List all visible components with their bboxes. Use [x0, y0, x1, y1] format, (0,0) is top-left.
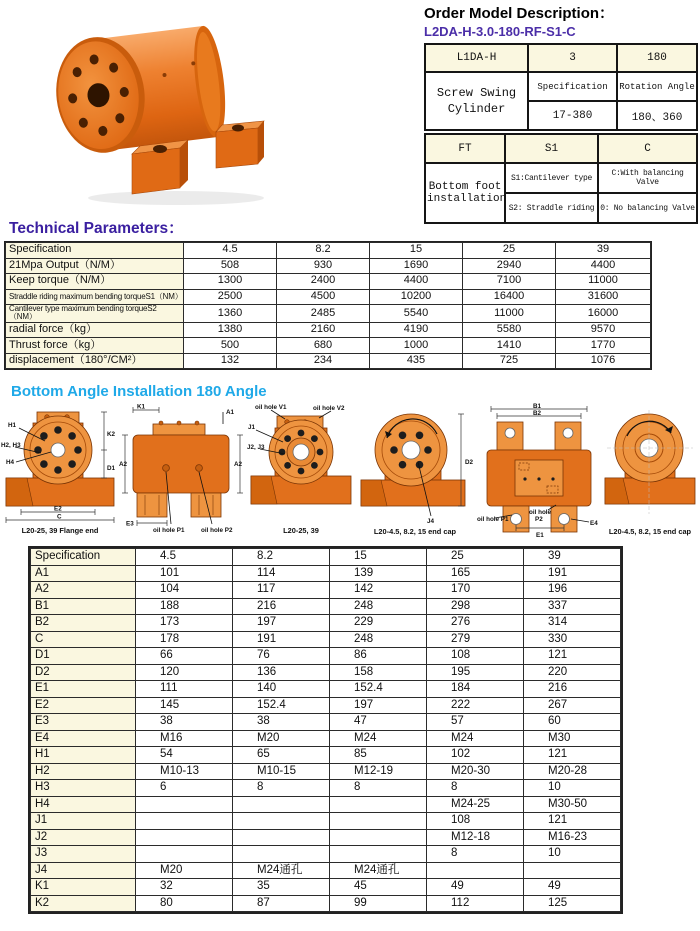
dims-row-label: E1: [31, 681, 136, 698]
dims-row-cell: M24通孔: [330, 862, 427, 879]
tech-params-title: Technical Parameters：: [9, 220, 184, 237]
label-oil-hole-p1-a: oil hole P1: [477, 516, 509, 524]
tech-row: [6, 274, 651, 290]
dims-row-cell: 32: [136, 879, 233, 896]
dims-row-label: H2: [31, 763, 136, 780]
dims-row-cell: 139: [330, 565, 427, 582]
tech-row-cell: 4500: [277, 289, 370, 305]
dims-row-cell: 136: [233, 664, 330, 681]
tech-row-cell: 508: [184, 258, 277, 274]
dims-row-cell: 49: [427, 879, 524, 896]
dims-row-label: H1: [31, 747, 136, 764]
tech-row-cell: 5580: [463, 322, 556, 338]
dims-row-cell: 8: [330, 780, 427, 797]
diagram-end-cap-front: [355, 402, 477, 540]
dims-row-cell: 57: [427, 714, 524, 731]
dims-row-cell: 38: [233, 714, 330, 731]
dims-row-cell: 121: [524, 813, 621, 830]
dims-row-cell: 99: [330, 895, 427, 912]
dims-row-cell: 66: [136, 648, 233, 665]
tech-row: [6, 289, 651, 305]
dims-row: [31, 879, 621, 896]
diagram-side-view-2: [477, 402, 601, 540]
label-c: C: [57, 513, 62, 521]
dims-row-cell: [330, 796, 427, 813]
dims-row: [31, 582, 621, 599]
angle-value-cell: 180、360: [617, 101, 697, 130]
tech-row-cell: 4400: [370, 274, 463, 290]
label-oil-hole-p2-b: P2: [535, 516, 543, 524]
dims-row-label: E2: [31, 697, 136, 714]
dims-header-value: 8.2: [233, 549, 330, 566]
s1-desc-cell: S1:Cantilever type: [505, 163, 598, 193]
o-desc-cell: 0: No balancing Valve: [598, 193, 697, 223]
dims-row-label: D1: [31, 648, 136, 665]
order-code-table-1: [424, 43, 698, 131]
dims-row-cell: 220: [524, 664, 621, 681]
dims-row-cell: M20: [233, 730, 330, 747]
label-h1: H1: [8, 422, 17, 430]
dims-row-cell: 191: [524, 565, 621, 582]
dims-row-cell: 8: [233, 780, 330, 797]
dimensions-header-row: [31, 549, 621, 566]
dims-row-cell: 173: [136, 615, 233, 632]
label-e2: E2: [54, 505, 62, 513]
dims-row-cell: 330: [524, 631, 621, 648]
dims-row: [31, 829, 621, 846]
dims-row-cell: 276: [427, 615, 524, 632]
tech-row-cell: 10200: [370, 289, 463, 305]
dims-row-cell: 87: [233, 895, 330, 912]
tech-params-table: [5, 242, 651, 369]
dims-row-label: K1: [31, 879, 136, 896]
tech-row-cell: 132: [184, 353, 277, 369]
label-e4: E4: [590, 520, 598, 528]
tech-row-cell: 1360: [184, 305, 277, 323]
dims-row-label: B1: [31, 598, 136, 615]
dims-row-label: H4: [31, 796, 136, 813]
dims-row: [31, 565, 621, 582]
dims-row-cell: 337: [524, 598, 621, 615]
tech-row-cell: 5540: [370, 305, 463, 323]
tech-row: [6, 338, 651, 354]
tech-row-cell: 725: [463, 353, 556, 369]
dims-row-cell: 6: [136, 780, 233, 797]
dims-row-label: C: [31, 631, 136, 648]
tech-row: [6, 305, 651, 323]
dims-row-cell: M24: [330, 730, 427, 747]
dims-row-cell: [233, 829, 330, 846]
tech-row-label: radial force（kg）: [6, 322, 184, 338]
dims-row-cell: 197: [233, 615, 330, 632]
dims-row-cell: 49: [524, 879, 621, 896]
tech-row-label: Straddle riding maximum bending torqueS1（NM）: [6, 289, 184, 305]
caption-end-cap-2: L20-4.5, 8.2, 15 end cap: [608, 527, 692, 537]
dims-row-cell: [136, 813, 233, 830]
label-a2-right: A2: [234, 461, 243, 469]
dims-row-label: A2: [31, 582, 136, 599]
dims-row-label: K2: [31, 895, 136, 912]
dims-row-cell: 120: [136, 664, 233, 681]
tech-row-cell: 16000: [556, 305, 651, 323]
dims-row-cell: 86: [330, 648, 427, 665]
caption-valve-end: L20-25, 39: [283, 526, 319, 536]
label-k1: K1: [137, 403, 146, 411]
swing-cylinder-image: [48, 4, 272, 210]
code-c: C: [598, 134, 697, 163]
dims-row-cell: 65: [233, 747, 330, 764]
caption-end-cap-front: L20-4.5, 8.2, 15 end cap: [373, 527, 457, 537]
install-cell: Bottom foot installation: [425, 163, 505, 223]
dims-row-cell: 121: [524, 747, 621, 764]
tech-header-value: 8.2: [277, 243, 370, 259]
dims-row-cell: 35: [233, 879, 330, 896]
dims-row-cell: 8: [427, 846, 524, 863]
dims-header-label: Specification: [31, 549, 136, 566]
dims-row: [31, 664, 621, 681]
label-k2: K2: [107, 431, 116, 439]
tech-row-cell: 1410: [463, 338, 556, 354]
label-d2: D2: [465, 459, 474, 467]
tech-row-cell: 2485: [277, 305, 370, 323]
dims-row-cell: 191: [233, 631, 330, 648]
dims-row-cell: 298: [427, 598, 524, 615]
dims-row-cell: 216: [233, 598, 330, 615]
dims-row-cell: 111: [136, 681, 233, 698]
dims-row-cell: 314: [524, 615, 621, 632]
product-photo: [48, 4, 272, 210]
dims-row-cell: [330, 829, 427, 846]
tech-row-cell: 1300: [184, 274, 277, 290]
label-h2-h3: H2, H3: [1, 442, 21, 450]
dims-row-cell: 216: [524, 681, 621, 698]
label-h4: H4: [6, 459, 15, 467]
dims-row-cell: 158: [330, 664, 427, 681]
dims-row-label: B2: [31, 615, 136, 632]
top-section: [0, 0, 700, 212]
tech-row-cell: 2400: [277, 274, 370, 290]
dims-row-cell: [427, 862, 524, 879]
dims-row-label: J4: [31, 862, 136, 879]
tech-row: [6, 258, 651, 274]
dims-row-cell: 85: [330, 747, 427, 764]
dims-row: [31, 681, 621, 698]
dims-row-cell: 152.4: [233, 697, 330, 714]
label-oil-hole-p2: oil hole P2: [201, 527, 233, 535]
dims-row-cell: 279: [427, 631, 524, 648]
spec-label-cell: Specification: [528, 72, 617, 101]
label-oil-hole-p1: oil hole P1: [153, 527, 185, 535]
dims-row-cell: 10: [524, 846, 621, 863]
dimensions-table: [30, 548, 621, 912]
tech-row-cell: 500: [184, 338, 277, 354]
dims-row-cell: 10: [524, 780, 621, 797]
dims-row-cell: M12-19: [330, 763, 427, 780]
dims-row-cell: [136, 796, 233, 813]
dims-header-value: 15: [330, 549, 427, 566]
tech-row-cell: 2940: [463, 258, 556, 274]
label-oil-hole-v1: oil hole V1: [255, 404, 287, 412]
tech-row-cell: 16400: [463, 289, 556, 305]
dims-row-cell: M20-28: [524, 763, 621, 780]
dims-row-cell: 108: [427, 813, 524, 830]
dims-row-cell: 121: [524, 648, 621, 665]
dims-row: [31, 747, 621, 764]
dims-row-cell: M30: [524, 730, 621, 747]
diagram-valve-end: [247, 402, 355, 540]
dims-row-cell: 142: [330, 582, 427, 599]
diagram-strip: [0, 402, 700, 542]
dims-row-cell: 47: [330, 714, 427, 731]
dims-row: [31, 730, 621, 747]
s2-desc-cell: S2: Straddle riding: [505, 193, 598, 223]
dims-row-cell: 145: [136, 697, 233, 714]
tech-row-label: Cantilever type maximum bending torqueS2（NM）: [6, 305, 184, 323]
label-j4: J4: [427, 518, 435, 526]
tech-row: [6, 322, 651, 338]
installation-title: Bottom Angle Installation 180 Angle: [11, 383, 267, 401]
dims-row-cell: 184: [427, 681, 524, 698]
tech-row: [6, 353, 651, 369]
dims-row-cell: 229: [330, 615, 427, 632]
order-code-table-2: [424, 133, 698, 224]
angle-label-cell: Rotation Angle: [617, 72, 697, 101]
dims-row-cell: 102: [427, 747, 524, 764]
dims-row: [31, 895, 621, 912]
diagram-side-view: [119, 402, 247, 540]
tech-row-cell: 2500: [184, 289, 277, 305]
dims-row-cell: 60: [524, 714, 621, 731]
tech-row-cell: 11000: [556, 274, 651, 290]
product-name-cell: Screw Swing Cylinder: [425, 72, 528, 130]
dims-row-cell: 197: [330, 697, 427, 714]
label-j2-j3: J2, J3: [247, 444, 265, 452]
caption-flange-end: L20-25, 39 Flange end: [21, 526, 99, 536]
tech-header-label: Specification: [6, 243, 184, 259]
dims-header-value: 4.5: [136, 549, 233, 566]
order-model-section: [424, 2, 696, 224]
dims-row: [31, 615, 621, 632]
diagram-flange-end: [1, 402, 119, 540]
dims-row-cell: 108: [427, 648, 524, 665]
code-spec: 3: [528, 44, 617, 72]
dims-row-label: J3: [31, 846, 136, 863]
model-code: L2DA-H-3.0-180-RF-S1-C: [424, 24, 576, 39]
dims-row-cell: 140: [233, 681, 330, 698]
dims-row-cell: 114: [233, 565, 330, 582]
dims-row-cell: [330, 813, 427, 830]
tech-row-cell: 680: [277, 338, 370, 354]
dims-row-cell: 104: [136, 582, 233, 599]
spec-range-cell: 17-380: [528, 101, 617, 130]
code-angle: 180: [617, 44, 697, 72]
tech-header-value: 4.5: [184, 243, 277, 259]
dims-row-cell: M10-15: [233, 763, 330, 780]
label-e3: E3: [126, 520, 134, 528]
tech-row-label: Thrust force（kg）: [6, 338, 184, 354]
tech-row-cell: 4400: [556, 258, 651, 274]
label-d1: D1: [107, 465, 116, 473]
label-oil-hole-v2: oil hole V2: [313, 405, 345, 413]
dims-row-cell: 222: [427, 697, 524, 714]
label-a2-left: A2: [119, 461, 128, 469]
dims-row-label: E3: [31, 714, 136, 731]
tech-row-cell: 7100: [463, 274, 556, 290]
tech-row-cell: 930: [277, 258, 370, 274]
dims-row-cell: 54: [136, 747, 233, 764]
dims-row-cell: M12-18: [427, 829, 524, 846]
order-model-title: Order Model Description：: [424, 5, 615, 22]
dims-row-cell: 267: [524, 697, 621, 714]
tech-row-cell: 9570: [556, 322, 651, 338]
dims-row-cell: 188: [136, 598, 233, 615]
dims-row-cell: 165: [427, 565, 524, 582]
dims-row: [31, 648, 621, 665]
label-a1: A1: [226, 409, 235, 417]
dims-row-cell: 101: [136, 565, 233, 582]
tech-header-value: 39: [556, 243, 651, 259]
label-j1: J1: [248, 424, 256, 432]
tech-row-cell: 1076: [556, 353, 651, 369]
tech-row-cell: 1000: [370, 338, 463, 354]
label-b2: B2: [533, 410, 542, 418]
dims-row-label: J1: [31, 813, 136, 830]
tech-row-cell: 31600: [556, 289, 651, 305]
dims-row-cell: 170: [427, 582, 524, 599]
dims-row-cell: M30-50: [524, 796, 621, 813]
dims-row-cell: M20-30: [427, 763, 524, 780]
tech-header-value: 25: [463, 243, 556, 259]
dims-row: [31, 846, 621, 863]
tech-row-cell: 2160: [277, 322, 370, 338]
dims-row-cell: [233, 796, 330, 813]
dims-row-cell: [136, 846, 233, 863]
dims-row: [31, 763, 621, 780]
dims-row: [31, 796, 621, 813]
tech-row-cell: 435: [370, 353, 463, 369]
tech-header-row: [6, 243, 651, 259]
dims-row-cell: 38: [136, 714, 233, 731]
dims-row-cell: M24通孔: [233, 862, 330, 879]
dims-row-cell: [233, 846, 330, 863]
label-e1: E1: [536, 532, 544, 540]
dims-row-cell: 248: [330, 631, 427, 648]
dims-row-cell: 112: [427, 895, 524, 912]
dims-row-label: J2: [31, 829, 136, 846]
code-s1: S1: [505, 134, 598, 163]
dims-row-cell: 248: [330, 598, 427, 615]
dims-row-cell: M16-23: [524, 829, 621, 846]
label-oil-hole-p2-a: oil hole: [529, 509, 552, 517]
dims-row-cell: 80: [136, 895, 233, 912]
dims-row-cell: 8: [427, 780, 524, 797]
dims-row-label: H3: [31, 780, 136, 797]
dims-row-cell: M10-13: [136, 763, 233, 780]
dims-row-cell: 152.4: [330, 681, 427, 698]
diagram-end-cap-2: [601, 402, 699, 540]
dims-row: [31, 598, 621, 615]
tech-row-label: Keep torque（N/M）: [6, 274, 184, 290]
dims-row-cell: [330, 846, 427, 863]
dims-row: [31, 631, 621, 648]
dims-row-cell: [524, 862, 621, 879]
tech-row-cell: 4190: [370, 322, 463, 338]
label-b1: B1: [533, 403, 542, 411]
tech-row-cell: 1380: [184, 322, 277, 338]
c-desc-cell: C:With balancing Valve: [598, 163, 697, 193]
tech-row-label: 21Mpa Output（N/M）: [6, 258, 184, 274]
tech-row-cell: 11000: [463, 305, 556, 323]
dims-row-cell: M16: [136, 730, 233, 747]
dims-row-label: E4: [31, 730, 136, 747]
dims-row: [31, 862, 621, 879]
tech-row-cell: 234: [277, 353, 370, 369]
dims-header-value: 25: [427, 549, 524, 566]
dims-row-cell: 125: [524, 895, 621, 912]
dims-row-cell: [136, 829, 233, 846]
dims-row: [31, 714, 621, 731]
code-prefix: L1DA-H: [425, 44, 528, 72]
dims-row-label: A1: [31, 565, 136, 582]
dims-row-cell: 195: [427, 664, 524, 681]
dims-row-cell: [233, 813, 330, 830]
dims-row-label: D2: [31, 664, 136, 681]
tech-row-label: displacement（180°/CM²）: [6, 353, 184, 369]
dims-row-cell: M24-25: [427, 796, 524, 813]
tech-row-cell: 1690: [370, 258, 463, 274]
dims-row-cell: M24: [427, 730, 524, 747]
code-ft: FT: [425, 134, 505, 163]
dims-row-cell: 196: [524, 582, 621, 599]
dims-row-cell: 45: [330, 879, 427, 896]
dims-row: [31, 813, 621, 830]
dims-row-cell: 117: [233, 582, 330, 599]
dims-row: [31, 780, 621, 797]
tech-row-cell: 1770: [556, 338, 651, 354]
dims-row: [31, 697, 621, 714]
dims-header-value: 39: [524, 549, 621, 566]
dims-row-cell: M20: [136, 862, 233, 879]
dims-row-cell: 178: [136, 631, 233, 648]
dims-row-cell: 76: [233, 648, 330, 665]
tech-header-value: 15: [370, 243, 463, 259]
